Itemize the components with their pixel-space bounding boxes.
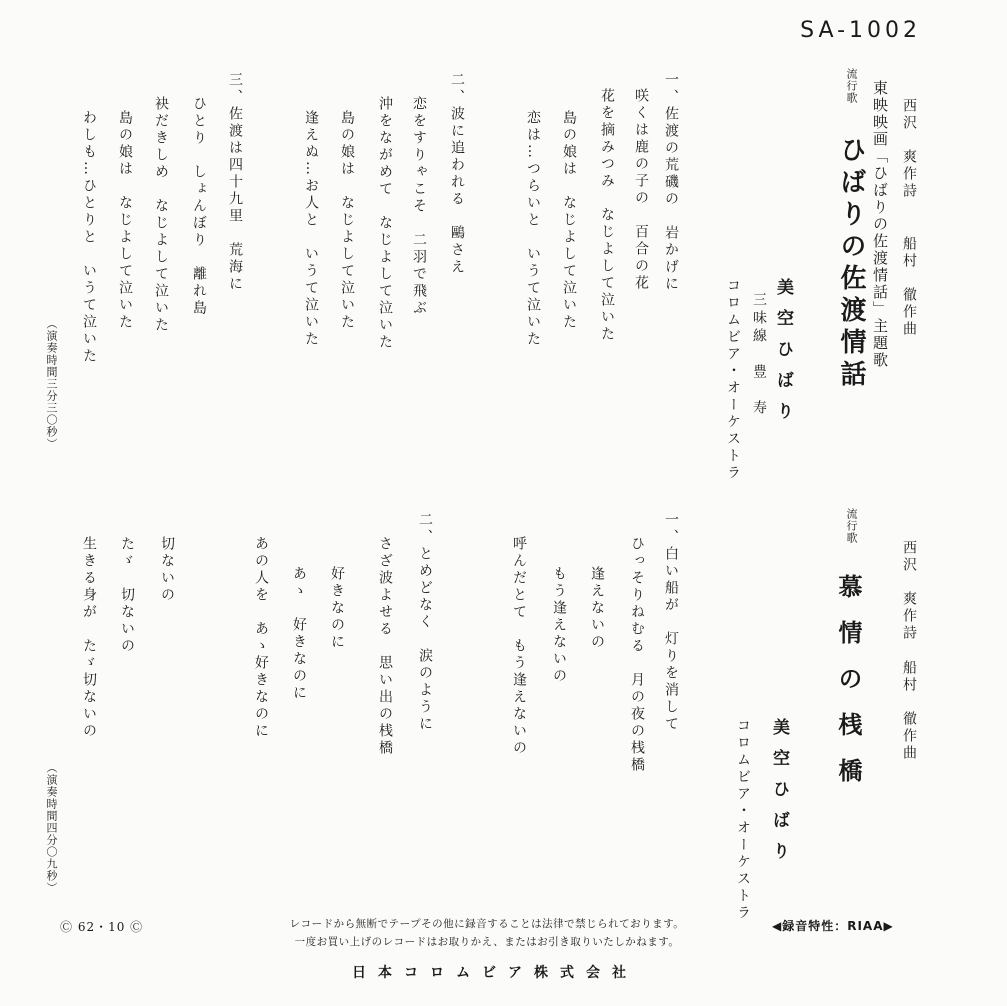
song1-verse2-line5: 逢えぬ…お人と いうて泣いた — [303, 110, 319, 348]
song2-verse2-line4: あゝ 好きなのに — [291, 566, 307, 702]
song1-verse2-line1: 二、波に追われる 鷗さえ — [449, 72, 465, 276]
song2-lyricist: 西沢 爽作詩 — [901, 540, 917, 642]
song2-duration: （演奏時間四分〇九秒） — [45, 762, 58, 894]
song2-verse2-line3: 好きなのに — [329, 566, 345, 651]
song1-title: ひばりの佐渡情話 — [836, 136, 866, 392]
song2-verse1-line4: もう逢えないの — [551, 566, 567, 685]
song1-verse1-line5: 恋は…つらいと いうて泣いた — [525, 110, 541, 348]
song2-title: 慕情の桟橋 — [834, 574, 862, 804]
song1-lyricist: 西沢 爽作詩 — [901, 98, 917, 200]
notice-line2: 一度お買い上げのレコードはお取りかえ、またはお引き取りいたしかねます。 — [294, 936, 680, 948]
song2-verse1-line3: 逢えないの — [589, 566, 605, 651]
song2-verse1-line2: ひっそりねむる 月の夜の桟橋 — [629, 536, 645, 774]
song2-genre: 流行歌 — [845, 508, 858, 544]
notice-line1: レコードから無断でテープその他に録音することは法律で禁じられております。 — [289, 918, 685, 930]
song1-shamisen: 三味線 豊 寿 — [751, 292, 767, 418]
song2-verse1-line1: 一、白い船が 灯りを消して — [663, 512, 679, 733]
song1-duration: （演奏時間三分三〇秒） — [45, 318, 58, 450]
song2-orchestra: コロムビア・オーケストラ — [735, 718, 751, 922]
song2-verse3-line1: 切ないの — [159, 536, 175, 604]
copyright: Ⓒ 62・10 Ⓒ — [60, 920, 144, 934]
song1-verse3-line2: ひとり しょんぼり 離れ島 — [191, 96, 207, 317]
song2-composer: 船村 徹作曲 — [901, 660, 917, 762]
publisher: 日本コロムビア株式会社 — [352, 965, 638, 981]
song2-verse3-line2: たゞ 切ないの — [119, 536, 135, 655]
song1-verse1-line1: 一、佐渡の荒磯の 岩かげに — [663, 72, 679, 293]
song1-film-note: 東映映画「ひばりの佐渡情話」主題歌 — [871, 80, 889, 369]
song1-verse3-line3: 袂だきしめ なじよして泣いた — [153, 96, 169, 334]
catalog-number: SA-1002 — [800, 18, 921, 43]
song2-artist: 美空ひばり — [769, 718, 789, 873]
song1-verse3-line4: 島の娘は なじよして泣いた — [117, 110, 133, 331]
song2-verse1-line5: 呼んだとて もう逢えないの — [511, 536, 527, 757]
song2-verse2-line1: 二、とめどなく 涙のように — [417, 512, 433, 733]
song2-verse3-line3: 生きる身が たゞ切ないの — [81, 536, 97, 740]
song1-verse1-line2: 咲くは鹿の子の 百合の花 — [633, 88, 649, 292]
song1-verse2-line3: 沖をながめて なじよして泣いた — [377, 96, 393, 351]
song1-genre: 流行歌 — [845, 68, 858, 104]
song1-artist: 美空ひばり — [773, 278, 793, 433]
song1-verse3-line1: 三、佐渡は四十九里 荒海に — [227, 72, 243, 293]
song1-orchestra: コロムビア・オーケストラ — [725, 278, 741, 482]
song1-verse1-line3: 花を摘みつみ なじよして泣いた — [599, 88, 615, 343]
song1-verse1-line4: 島の娘は なじよして泣いた — [561, 110, 577, 331]
song2-verse2-line2: さざ波よせる 思い出の桟橋 — [377, 536, 393, 757]
song1-verse2-line4: 島の娘は なじよして泣いた — [339, 110, 355, 331]
song2-verse2-line5: あの人を あゝ好きなのに — [253, 536, 269, 740]
song1-verse2-line2: 恋をすりゃこそ 二羽で飛ぶ — [411, 96, 427, 317]
song1-verse3-line5: わしも…ひとりと いうて泣いた — [81, 110, 97, 365]
recording-characteristic: ◀録音特性：RIAA▶ — [772, 919, 894, 933]
song1-composer: 船村 徹作曲 — [901, 236, 917, 338]
